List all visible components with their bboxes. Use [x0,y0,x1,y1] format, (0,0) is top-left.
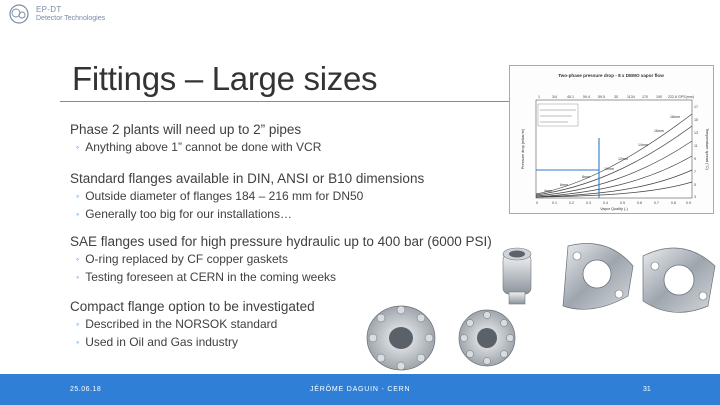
curve-label: 4mm [544,189,552,193]
footer-page-number: 31 [643,386,651,393]
right-tick-label: 3 [694,195,696,199]
bullet-level2 [70,188,550,207]
curve-label: 18mm [670,115,680,119]
split-flange-image [563,244,633,310]
bullet-level2-text: Described in the NORSOK standard [85,316,278,331]
compact-flanges-photo [359,296,519,374]
right-tick-label: 15 [694,118,698,122]
right-tick-label: 11 [694,144,698,148]
bullet-dot-icon: ◦ [76,337,80,347]
footer-date: 25.06.18 [70,386,102,393]
bullet-dot-icon: ◦ [76,190,80,201]
x-tick-label: 0.6 [637,201,642,205]
bullet-level2 [70,206,550,225]
title-divider [60,101,510,102]
bullet-dot-icon: ◦ [76,272,80,282]
slide-title: Fittings – Large sizes [72,60,378,97]
bullet-level2 [70,269,550,288]
curve-label: 14mm [638,143,648,147]
x-tick-label: 0.2 [569,201,574,205]
bullet-group-1 [70,121,550,158]
sae-flanges-photo [493,236,718,326]
cern-logo [8,3,118,25]
x-tick-label: 0.9 [686,201,691,205]
slide-footer [0,374,720,405]
chart-y-axis-label: Pressure drop (mbar/m) [521,128,525,170]
chart-legend-box [538,104,578,126]
bullet-level1: Standard flanges available in DIN, ANSI or B10 dimensions [70,170,425,186]
curve-label: 12mm [618,157,628,161]
x-tick-label: 0.8 [671,201,676,205]
x-tick-label: 0.1 [552,201,557,205]
bullet-level2 [70,139,550,158]
bullet-level2-text: Used in Oil and Gas industry [85,335,238,349]
compact-flange-right-image [459,310,515,366]
x-tick-label: 0.5 [620,201,625,205]
pressure-drop-chart [509,65,714,214]
top-tick-label: 1134 [627,95,635,99]
chart-title: Two-phase pressure drop - 8 x DEMO vapor flow [558,73,664,78]
bullet-level1: Phase 2 plants will need up to 2” pipes [70,122,302,137]
top-tick-label: 59.5 [598,95,605,99]
chart-right-ticks [694,105,698,199]
curve-label: 6mm [560,183,568,187]
bullet-level1: Compact flange option to be investigated [70,298,315,314]
top-tick-label: 45.1 [567,95,574,99]
bullet-dot-icon: ◦ [76,318,80,329]
cern-logo-mark [8,3,30,25]
x-tick-label: 0.4 [603,201,608,205]
chart-top-ticks [538,95,694,99]
top-tick-label: 222.6 GPS(mm) [668,95,694,99]
bullet-level2-text: O-ring replaced by CF copper gaskets [85,251,288,266]
bullet-dot-icon: ◦ [76,142,80,152]
bullet-level2-text: Generally too big for our installations… [85,207,292,221]
bullet-dot-icon: ◦ [76,253,80,264]
x-tick-label: 0.7 [654,201,659,205]
bullet-level2-text: Anything above 1” cannot be done with VCR [85,140,322,154]
curve-label: 10mm [604,167,614,171]
top-tick-label: 59.4 [583,95,590,99]
right-tick-label: 5 [694,183,696,187]
bullet-group-2 [70,170,550,225]
right-tick-label: 17 [694,105,698,109]
top-tick-label: 190 [656,95,662,99]
bullet-level2-text: Outside diameter of flanges 184 – 216 mm for DN50 [85,188,364,203]
bullet-group-3 [70,233,550,288]
pressure-drop-chart-svg [510,66,713,213]
bullet-level2-text: Testing foreseen at CERN in the coming weeks [85,270,336,284]
chart-x-ticks [536,201,691,205]
right-tick-label: 9 [694,157,696,161]
x-tick-label: 0 [536,201,538,205]
compact-flange-left-image [367,306,435,370]
footer-author: JÉRÔME DAGUIN - CERN [310,386,411,393]
bullet-dot-icon: ◦ [76,209,80,219]
logo-text-line2: Detector Technologies [36,15,106,22]
right-tick-label: 7 [694,170,696,174]
top-tick-label: 1 [538,95,540,99]
right-tick-label: 13 [694,131,698,135]
bullet-level1: SAE flanges used for high pressure hydraulic up to 400 bar (6000 PSI) [70,233,492,249]
bullet-level2 [70,251,550,270]
four-bolt-flange-image [643,248,715,312]
x-tick-label: 0.3 [586,201,591,205]
top-tick-label: 170 [642,95,648,99]
curve-label: 8mm [582,175,590,179]
chart-y2-axis-label: Temperature spread (°C) [705,128,709,170]
top-tick-label: 30 [614,95,618,99]
logo-text-line1: EP-DT [36,5,62,14]
top-tick-label: 3/4 [552,95,557,99]
curve-label: 16mm [654,129,664,133]
chart-x-axis-label: Vapor Quality (-) [600,207,628,211]
